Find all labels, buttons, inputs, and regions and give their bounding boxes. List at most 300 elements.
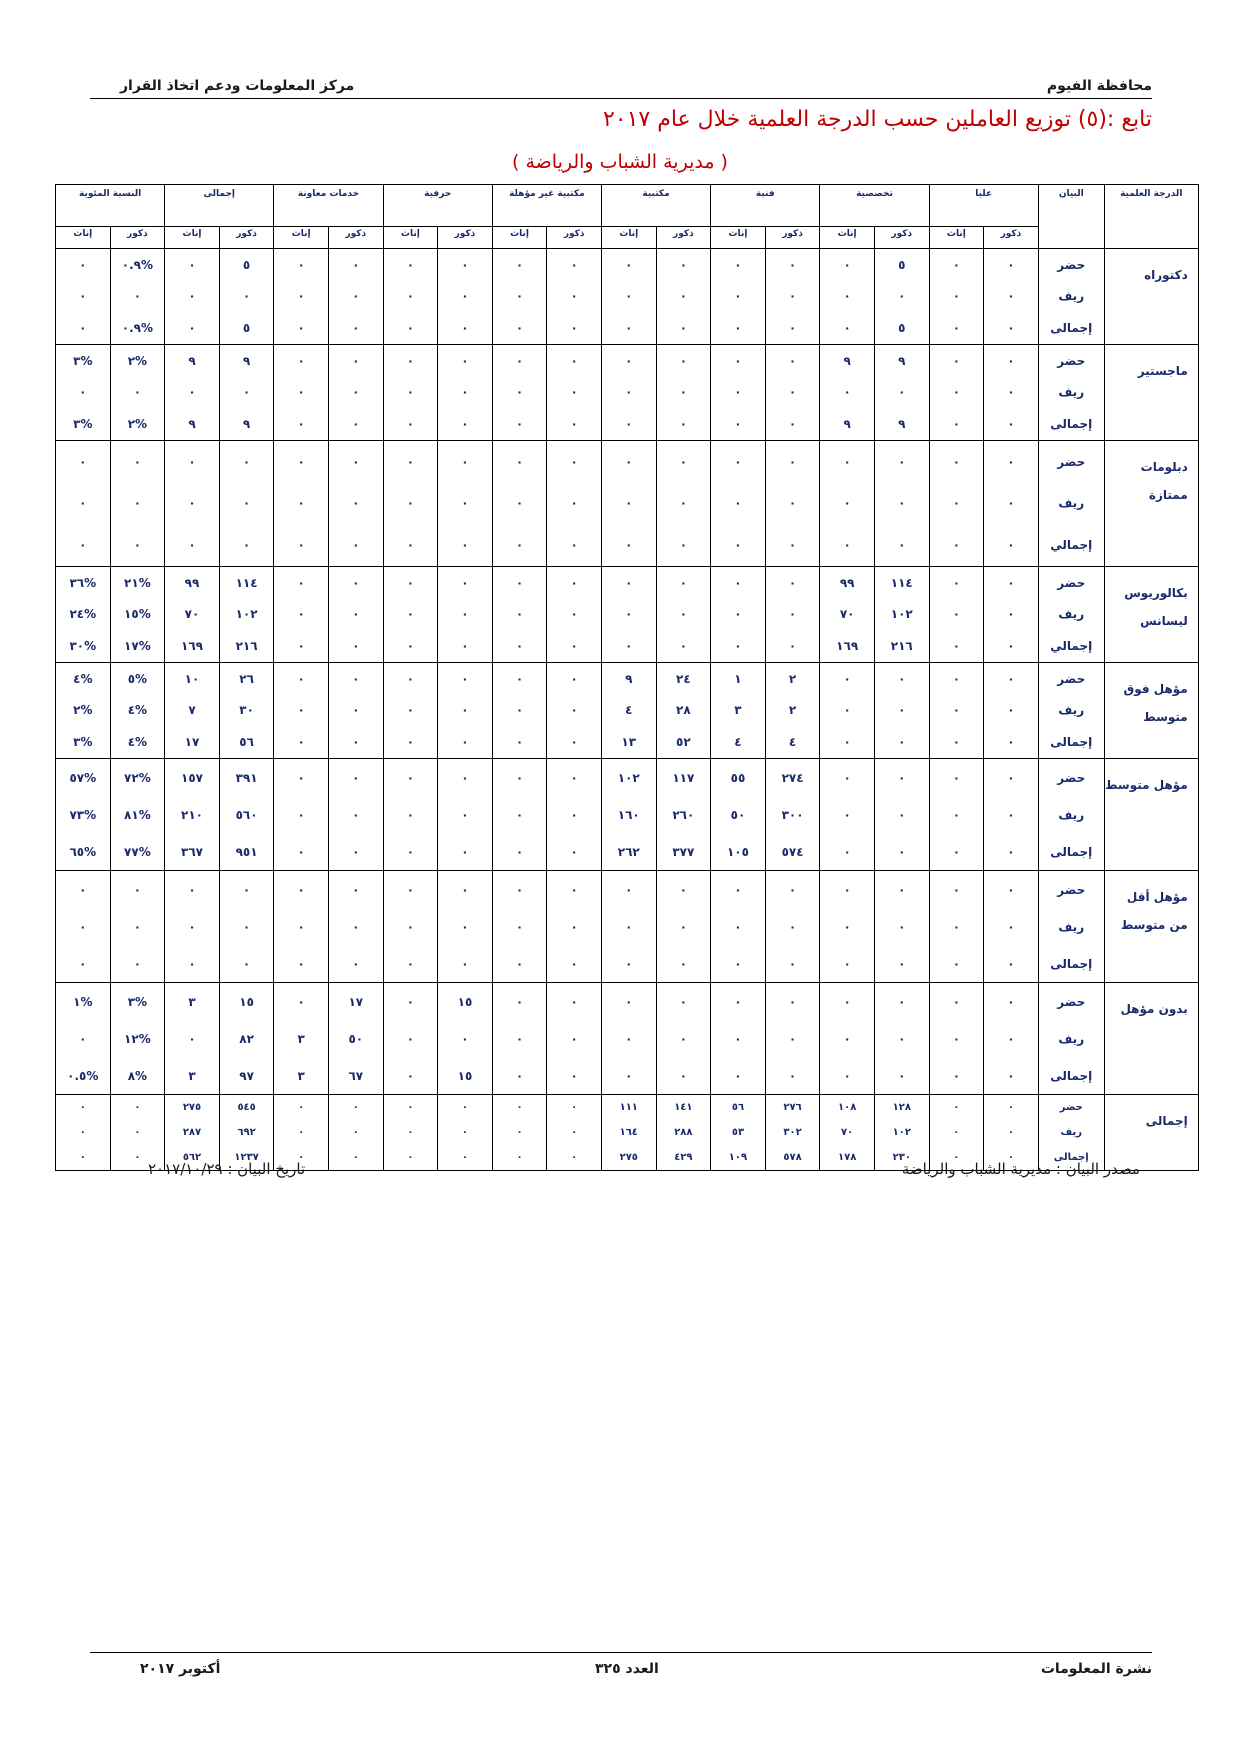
cell-value: ٠ [461,919,469,934]
table-row [56,249,1199,345]
category-label: ريف [1058,385,1085,400]
cell-value: ٤ [625,703,633,718]
cell-value: ٠ [1007,289,1015,304]
cell-value: ٠ [406,454,415,469]
cell-value: ٠ [898,671,906,686]
cell-value: ٠ [788,538,797,553]
cell-value: ٩٩ [839,575,855,590]
value-cell [492,663,547,759]
cell-value: ٩ [188,417,196,432]
cell-value: ٠ [352,385,360,400]
cell-value: ٠ [788,1031,797,1046]
cell-value: ٠ [734,454,742,469]
cell-value: ٢٨٧ [182,1126,202,1138]
cell-value: ٠ [570,257,578,272]
cell-value: ٠ [625,882,633,897]
cell-value: ٠ [297,289,305,304]
cell-value: ٠ [570,844,578,859]
cell-value: ٠ [571,1151,578,1163]
cell-value: ٠ [515,994,524,1009]
cell-value: ٠ [1007,1151,1014,1163]
cell-value: ٠ [133,956,142,971]
cell-value: ١٣ [621,735,637,750]
cell-value: ٠ [134,1126,141,1138]
value-cell [874,567,929,663]
value-cell [984,871,1039,983]
cell-value: ٠ [898,919,906,934]
cell-value: ٠ [188,882,196,897]
header-males: ذكور [984,227,1039,249]
cell-value: ١١٧ [672,770,695,785]
cell-value: ٠ [734,1031,742,1046]
cell-value: ٠ [1007,496,1015,511]
cell-value: ٠ [352,454,360,469]
header-group: عليا [929,185,1038,227]
footer-date: أكتوبر ٢٠١٧ [140,1661,221,1677]
value-cell [383,441,438,567]
value-cell [929,871,984,983]
cell-value: ٠ [570,454,578,469]
value-cell [274,345,329,441]
cell-value: %٧٢ [124,770,151,785]
cell-value: ٠ [952,735,961,750]
cell-value: ٠ [570,994,578,1009]
value-cell [601,663,656,759]
cell-value: ٠ [1007,770,1015,785]
value-cell [438,983,493,1095]
cell-value: ٠ [515,807,524,822]
cell-value: ١٠ [184,671,200,686]
cell-value: ٠ [843,1031,851,1046]
value-cell [929,249,984,345]
value-cell [656,345,711,441]
data-source: مصدر البيان : مديرية الشباب والرياضة [901,1160,1140,1178]
cell-value: ٠ [570,671,578,686]
cell-value: ١٠٥ [726,844,749,859]
value-cell [328,567,383,663]
category-label: حضر [1057,882,1086,897]
header-females: إناث [492,227,547,249]
cell-value: ٠ [843,538,851,553]
cell-value: ٣ [734,703,742,718]
value-cell [492,345,547,441]
value-cell [438,759,493,871]
cell-value: ٠ [461,454,469,469]
cell-value: ٠ [788,454,797,469]
cell-value: ٠ [515,844,524,859]
cell-value: ٠ [625,607,633,622]
value-cell [711,759,766,871]
value-cell [656,759,711,871]
cell-value: ٢٦ [239,671,254,686]
cell-value: ٠ [297,321,305,336]
table-row [56,663,1199,759]
cell-value: ٠ [79,1031,87,1046]
category-label: إجمالى [1050,956,1093,971]
cell-value: ٥ [898,321,906,336]
value-cell [547,1095,602,1171]
cell-value: ٠ [843,844,851,859]
value-cell [711,663,766,759]
cell-value: ٠ [625,321,633,336]
cell-value: ٠ [788,882,797,897]
cell-value: ٠ [515,639,524,654]
value-cell [765,1095,820,1171]
page-header [90,78,1152,99]
cell-value: ٠ [952,607,961,622]
value-cell [219,441,274,567]
value-cell [765,663,820,759]
cell-value: ٠ [1007,1068,1015,1083]
category-label: حضر [1057,257,1086,272]
cell-value: ٠ [407,1151,414,1163]
value-cell [874,663,929,759]
cell-value: ٠ [625,385,633,400]
cell-value: ٠ [734,257,742,272]
cell-value: ٠ [843,1068,851,1083]
value-cell [56,345,111,441]
cell-value: ٠ [298,1126,305,1138]
cell-value: ٠ [352,353,360,368]
cell-value: ٠ [898,1068,906,1083]
category-label: إجمالي [1050,639,1093,654]
cell-value: ٥ [242,321,251,336]
cell-value: ٤ [734,735,742,750]
header-group: مكتبية [601,185,710,227]
category-label: إجمالى [1050,321,1093,336]
value-cell [438,871,493,983]
cell-value: ٠ [352,770,360,785]
cell-value: ٠ [516,1151,523,1163]
cell-value: ٢ [788,671,797,686]
cell-value: ٠ [133,289,142,304]
cell-value: ٠ [734,1068,742,1083]
cell-value: ٠ [406,703,415,718]
cell-value: ٠ [297,607,305,622]
cell-value: ٢١٦ [890,639,913,654]
cell-value: ٠ [515,575,524,590]
cell-value: ٢٧٥ [182,1101,202,1113]
cell-value: ٠ [843,956,851,971]
cell-value: ٠ [570,538,578,553]
value-cell [383,567,438,663]
cell-value: ٠ [843,703,851,718]
cell-value: ٩ [898,353,906,368]
value-cell [219,759,274,871]
cell-value: ٠ [734,321,742,336]
header-males: ذكور [328,227,383,249]
cell-value: ٠ [898,956,906,971]
cell-value: ٠ [461,807,469,822]
cell-value: ٥٧٤ [781,844,804,859]
cell-value: ٠ [515,607,524,622]
cell-value: ٥٤٥ [237,1101,256,1113]
cell-value: ٠ [516,1101,523,1113]
cell-value: ٠ [1007,257,1015,272]
cell-value: ١٢٣٧ [234,1151,259,1163]
value-cell [165,983,220,1095]
cell-value: ٠ [952,353,961,368]
cell-value: ٢٨٨ [674,1126,693,1138]
employees-table [55,184,1199,1171]
cell-value: %٣ [73,417,93,432]
cell-value: ٢٧٤ [781,770,804,785]
table-row [56,983,1199,1095]
cell-value: ٠ [570,1031,578,1046]
cell-value: ٠ [461,703,469,718]
category-label: حضر [1057,770,1086,785]
value-cell [492,983,547,1095]
cell-value: ٠ [352,1151,359,1163]
cell-value: ٠ [515,956,524,971]
cell-value: ٠ [352,257,360,272]
header-group: فنية [711,185,820,227]
cell-value: %٣٦ [69,575,97,590]
cell-value: ٠ [788,919,797,934]
cell-value: ٠ [679,607,688,622]
cell-value: ٠ [188,538,196,553]
value-cell [547,983,602,1095]
header-males: ذكور [219,227,274,249]
cell-value: ٠ [625,538,633,553]
header-females: إناث [601,227,656,249]
header-females: إناث [820,227,875,249]
value-cell [874,983,929,1095]
cell-value: ٩ [242,417,251,432]
value-cell [820,663,875,759]
cell-value: ٠ [406,607,415,622]
cell-value: ٠ [679,882,688,897]
cell-value: ٠ [188,289,196,304]
cell-value: ٠ [571,1101,578,1113]
cell-value: ٢١٦ [235,639,258,654]
cell-value: ٠ [1007,735,1015,750]
cell-value: ٠ [352,882,360,897]
cell-value: ٠ [461,1151,469,1163]
value-cell [984,345,1039,441]
cell-value: ٠ [297,956,305,971]
category-label: إجمالي [1050,538,1093,553]
cell-value: ٠ [134,1101,141,1113]
value-cell [219,249,274,345]
cell-value: ٠ [406,994,415,1009]
value-cell [547,567,602,663]
cell-value: ٥٧٨ [783,1151,802,1163]
category-cell [1038,249,1104,345]
value-cell [492,871,547,983]
cell-value: ١٠٢ [617,770,640,785]
cell-value: ٠ [570,496,578,511]
cell-value: ٠ [352,1101,359,1113]
cell-value: ٠ [898,844,906,859]
cell-value: %٥٧ [69,770,97,785]
value-cell [274,249,329,345]
value-cell [56,983,111,1095]
cell-value: ٠ [571,1126,578,1138]
cell-value: ٠ [134,1151,141,1163]
cell-value: ٠ [188,1031,196,1046]
cell-value: %٧٣ [69,807,97,822]
value-cell [929,663,984,759]
cell-value: ٣ [297,1031,305,1046]
cell-value: ٠ [79,538,87,553]
cell-value: ١٥ [457,1068,473,1083]
cell-value: ٠ [952,575,961,590]
cell-value: ٠ [515,671,524,686]
cell-value: ٠ [898,882,906,897]
header-females: إناث [383,227,438,249]
value-cell [984,983,1039,1095]
value-cell [656,441,711,567]
cell-value: ٠ [406,671,415,686]
cell-value: ٠ [297,257,305,272]
cell-value: ٠ [242,289,251,304]
cell-value: ٠ [788,639,797,654]
value-cell [219,567,274,663]
cell-value: ٥٢ [676,735,691,750]
category-label: إجمالى [1050,735,1093,750]
cell-value: ٩ [625,671,633,686]
cell-value: ١٠٨ [838,1101,857,1113]
value-cell [492,567,547,663]
value-cell [601,345,656,441]
value-cell [711,345,766,441]
cell-value: ٠ [297,919,305,934]
cell-value: ٠ [406,807,415,822]
cell-value: ٠ [679,289,688,304]
cell-value: ١١٤ [235,575,258,590]
cell-value: %٢ [127,353,148,368]
table-title: تابع :(٥) توزيع العاملين حسب الدرجة العلمية خلال عام ٢٠١٧ [602,107,1152,132]
value-cell [328,983,383,1095]
cell-value: ٠ [952,994,961,1009]
cell-value: ٠ [898,703,906,718]
cell-value: ٠ [242,454,251,469]
cell-value: ٠ [515,882,524,897]
category-label: ريف [1058,607,1085,622]
cell-value: ٠ [515,919,524,934]
category-label: حضر [1057,353,1086,368]
cell-value: ٠ [952,703,961,718]
value-cell [110,567,165,663]
value-cell [874,759,929,871]
cell-value: ٢٧٦ [783,1101,802,1113]
value-cell [492,759,547,871]
value-cell [56,249,111,345]
cell-value: %٢ [127,417,148,432]
value-cell [328,249,383,345]
cell-value: ٠ [952,496,961,511]
cell-value: ٠ [625,575,633,590]
value-cell [711,1095,766,1171]
cell-value: ٠ [242,496,251,511]
header-males: ذكور [656,227,711,249]
category-label: إجمالى [1050,844,1093,859]
cell-value: ٠ [188,956,196,971]
cell-value: ٣٦٧ [181,844,203,859]
cell-value: ٠ [79,1126,86,1138]
category-label: ريف [1058,289,1085,304]
category-cell [1038,983,1104,1095]
cell-value: ٠ [1007,1126,1014,1138]
header-group: مكتبية غير مؤهلة [492,185,601,227]
value-cell [656,1095,711,1171]
cell-value: ٠ [406,289,415,304]
cell-value: ٠ [515,289,524,304]
cell-value: ٠ [79,454,87,469]
header-females: إناث [165,227,220,249]
cell-value: ٠ [843,882,851,897]
cell-value: ٠ [1007,807,1015,822]
value-cell [219,663,274,759]
cell-value: ٠ [952,1068,961,1083]
cell-value: ٠ [1007,994,1015,1009]
cell-value: ٠ [242,538,251,553]
cell-value: ٠ [297,671,305,686]
cell-value: ٠ [843,994,851,1009]
degree-label: مؤهل أقل من متوسط [1104,871,1198,983]
cell-value: ٢٤ [676,671,691,686]
cell-value: ٠ [406,321,415,336]
cell-value: ٠ [843,385,851,400]
cell-value: %٢١ [124,575,151,590]
cell-value: ٠ [407,1126,414,1138]
value-cell [492,249,547,345]
category-cell [1038,345,1104,441]
cell-value: ٠ [461,1031,469,1046]
cell-value: ٠ [242,385,251,400]
header-group: النسبة المئوية [56,185,165,227]
cell-value: ٠ [952,844,961,859]
cell-value: ٠ [625,454,633,469]
header-females: إناث [56,227,111,249]
category-label: ريف [1058,807,1085,822]
value-cell [438,345,493,441]
cell-value: ٠ [734,639,742,654]
value-cell [383,871,438,983]
value-cell [820,871,875,983]
cell-value: %٢ [73,703,93,718]
cell-value: ٠ [898,538,906,553]
cell-value: ٠ [133,385,142,400]
value-cell [711,249,766,345]
cell-value: ٠ [570,1068,578,1083]
cell-value: ٠ [133,454,142,469]
cell-value: ٠ [952,956,961,971]
cell-value: ٠ [1007,538,1015,553]
cell-value: ١٥٧ [181,770,203,785]
cell-value: ٢١٠ [181,807,203,822]
header-females: إناث [274,227,329,249]
value-cell [383,345,438,441]
cell-value: ٠ [570,417,578,432]
cell-value: ٠ [1007,321,1015,336]
cell-value: ٠ [625,1068,633,1083]
cell-value: ٠ [788,353,797,368]
cell-value: ٠ [734,353,742,368]
value-cell [547,759,602,871]
cell-value: ٥٦ [731,1101,745,1113]
cell-value: ٠ [953,1126,960,1138]
cell-value: ٠ [461,321,469,336]
value-cell [165,345,220,441]
cell-value: ١٠٩ [728,1151,748,1163]
value-cell [438,249,493,345]
degree-label: دبلومات ممتازة [1104,441,1198,567]
value-cell [219,871,274,983]
cell-value: ٠ [297,994,305,1009]
cell-value: ٠ [952,671,961,686]
